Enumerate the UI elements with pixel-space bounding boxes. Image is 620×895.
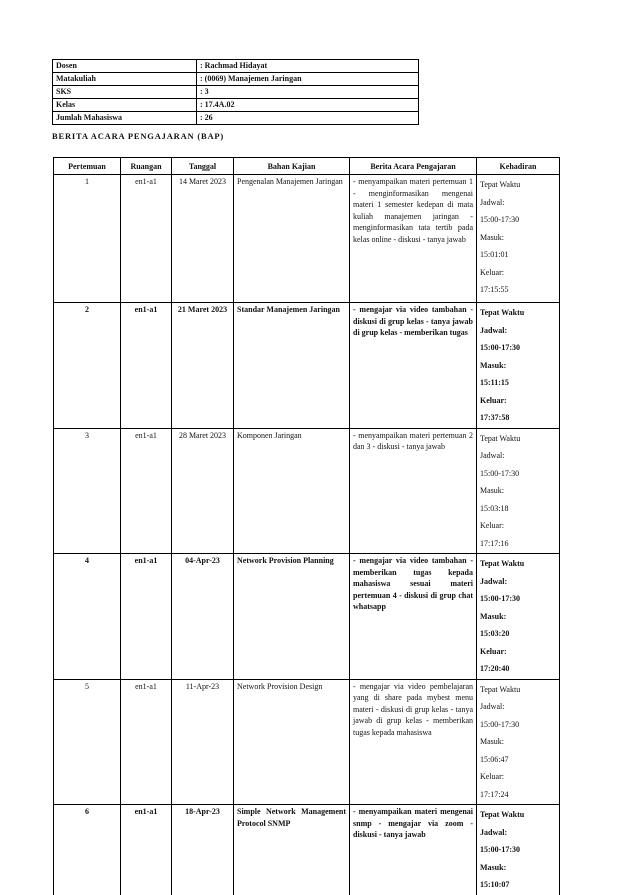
- masuk-value: 15:03:20: [480, 629, 510, 638]
- masuk-value: 15:03:18: [480, 503, 509, 513]
- berita-acara-cell: - menyampaikan materi pertemuan 1 - menginformasikan mengenai materi 1 semester kedepan di mata kuliah manajemen jaringan - menginformasikan tata tertib pada kelas online - diskusi - tanya jawab: [350, 175, 477, 303]
- jadwal-label: Jadwal:: [480, 197, 505, 207]
- info-row-matakuliah: [53, 73, 419, 86]
- jadwal-value: 15:00-17:30: [480, 594, 520, 603]
- kehadiran-cell: [477, 428, 560, 554]
- keluar-value: 17:37:58: [480, 413, 510, 422]
- jadwal-label: Jadwal:: [480, 827, 508, 837]
- bahan-kajian-cell: Komponen Jaringan: [234, 428, 350, 554]
- matakuliah-value: : (0069) Manajemen Jaringan: [197, 73, 419, 86]
- sks-value: : 3: [197, 86, 419, 99]
- kehadiran-cell: [477, 805, 560, 895]
- keluar-value: 17:17:16: [480, 538, 509, 548]
- jadwal-label: Jadwal:: [480, 451, 505, 460]
- masuk-label: Masuk:: [480, 232, 504, 242]
- keluar-value: 17:20:40: [480, 664, 510, 673]
- masuk-value: 15:01:01: [480, 250, 509, 259]
- status-text: Tepat Waktu: [480, 810, 525, 819]
- ruangan-cell: en1-a1: [121, 554, 172, 680]
- kehadiran-cell: [477, 679, 560, 805]
- info-row-dosen: [53, 60, 419, 73]
- status-text: Tepat Waktu: [480, 433, 521, 443]
- info-row-kelas: [53, 99, 419, 112]
- keluar-value: 17:17:24: [480, 789, 509, 799]
- status-text: Tepat Waktu: [480, 684, 521, 694]
- keluar-label: Keluar:: [480, 395, 507, 405]
- bap-table: [53, 157, 560, 895]
- ruangan-cell: en1-a1: [121, 805, 172, 895]
- masuk-label: Masuk:: [480, 360, 507, 370]
- tanggal-cell: 21 Maret 2023: [172, 303, 234, 429]
- masuk-value: 15:06:47: [480, 754, 509, 764]
- kehadiran-cell: [477, 175, 560, 303]
- ruangan-cell: en1-a1: [121, 428, 172, 554]
- jadwal-label: Jadwal:: [480, 702, 505, 711]
- bahan-kajian-cell: Network Provision Planning: [234, 554, 350, 680]
- table-row: [54, 805, 560, 895]
- lecturer-info-table: [52, 59, 419, 125]
- table-header-row: [54, 158, 560, 175]
- pertemuan-cell: 2: [54, 303, 121, 429]
- kelas-value: : 17.4A.02: [197, 99, 419, 112]
- status-text: Tepat Waktu: [480, 180, 521, 189]
- dosen-value: : Rachmad Hidayat: [197, 60, 419, 73]
- matakuliah-label: Matakuliah: [53, 73, 197, 86]
- masuk-value: 15:10:07: [480, 880, 510, 889]
- sks-label: SKS: [53, 86, 197, 99]
- table-row: [54, 679, 560, 805]
- jadwal-value: 15:00-17:30: [480, 468, 520, 478]
- header-pertemuan: Pertemuan: [54, 158, 121, 175]
- ruangan-cell: en1-a1: [121, 679, 172, 805]
- jumlah-label: Jumlah Mahasiswa: [53, 112, 197, 125]
- kelas-label: Kelas: [53, 99, 197, 112]
- berita-acara-cell: - mengajar via video tambahan - memberikan tugas kepada mahasiswa sesuai materi pertemuan 4 - diskusi di grup chat whatsapp: [350, 554, 477, 680]
- pertemuan-cell: 6: [54, 805, 121, 895]
- kehadiran-cell: [477, 554, 560, 680]
- masuk-value: 15:11:15: [480, 378, 509, 387]
- jadwal-value: 15:00-17:30: [480, 343, 520, 352]
- jumlah-value: : 26: [197, 112, 419, 125]
- page-title: BERITA ACARA PENGAJARAN (BAP): [52, 131, 225, 141]
- header-kehadiran: Kehadiran: [477, 158, 560, 175]
- berita-acara-cell: - menyampaikan materi pertemuan 2 dan 3 - diskusi - tanya jawab: [350, 428, 477, 554]
- berita-acara-cell: - menyampaikan materi mengenai snmp - mengajar via zoom - diskusi - tanya jawab: [350, 805, 477, 895]
- bahan-kajian-cell: Network Provision Design: [234, 679, 350, 805]
- dosen-label: Dosen: [53, 60, 197, 73]
- jadwal-label: Jadwal:: [480, 325, 508, 335]
- masuk-label: Masuk:: [480, 486, 504, 495]
- bahan-kajian-cell: Standar Manajemen Jaringan: [234, 303, 350, 429]
- pertemuan-cell: 4: [54, 554, 121, 680]
- table-row: [54, 303, 560, 429]
- info-row-sks: [53, 86, 419, 99]
- masuk-label: Masuk:: [480, 737, 504, 746]
- keluar-label: Keluar:: [480, 267, 504, 277]
- masuk-label: Masuk:: [480, 862, 507, 872]
- status-text: Tepat Waktu: [480, 308, 525, 317]
- header-tanggal: Tanggal: [172, 158, 234, 175]
- masuk-label: Masuk:: [480, 611, 507, 621]
- pertemuan-cell: 5: [54, 679, 121, 805]
- tanggal-cell: 28 Maret 2023: [172, 428, 234, 554]
- tanggal-cell: 14 Maret 2023: [172, 175, 234, 303]
- ruangan-cell: en1-a1: [121, 303, 172, 429]
- header-ruangan: Ruangan: [121, 158, 172, 175]
- table-row: [54, 428, 560, 554]
- jadwal-value: 15:00-17:30: [480, 215, 520, 224]
- pertemuan-cell: 3: [54, 428, 121, 554]
- tanggal-cell: 11-Apr-23: [172, 679, 234, 805]
- table-row: [54, 175, 560, 303]
- jadwal-label: Jadwal:: [480, 576, 508, 586]
- keluar-label: Keluar:: [480, 521, 504, 530]
- kehadiran-cell: [477, 303, 560, 429]
- berita-acara-cell: - mengajar via video tambahan - diskusi di grup kelas - tanya jawab di grup kelas - memberikan tugas: [350, 303, 477, 429]
- berita-acara-cell: - mengajar via video pembelajaran yang di share pada mybest menu materi - diskusi di grup kelas - tanya jawab di grup kelas - memberikan tugas kepada mahasiswa: [350, 679, 477, 805]
- tanggal-cell: 18-Apr-23: [172, 805, 234, 895]
- keluar-label: Keluar:: [480, 772, 504, 781]
- bahan-kajian-cell: Simple Network Management Protocol SNMP: [234, 805, 350, 895]
- header-bahan-kajian: Bahan Kajian: [234, 158, 350, 175]
- keluar-value: 17:15:55: [480, 285, 509, 294]
- tanggal-cell: 04-Apr-23: [172, 554, 234, 680]
- table-row: [54, 554, 560, 680]
- header-berita-acara: Berita Acara Pengajaran: [350, 158, 477, 175]
- ruangan-cell: en1-a1: [121, 175, 172, 303]
- pertemuan-cell: 1: [54, 175, 121, 303]
- info-row-jumlah: [53, 112, 419, 125]
- keluar-label: Keluar:: [480, 646, 507, 656]
- jadwal-value: 15:00-17:30: [480, 845, 520, 854]
- jadwal-value: 15:00-17:30: [480, 719, 520, 729]
- status-text: Tepat Waktu: [480, 559, 525, 568]
- bahan-kajian-cell: Pengenalan Manajemen Jaringan: [234, 175, 350, 303]
